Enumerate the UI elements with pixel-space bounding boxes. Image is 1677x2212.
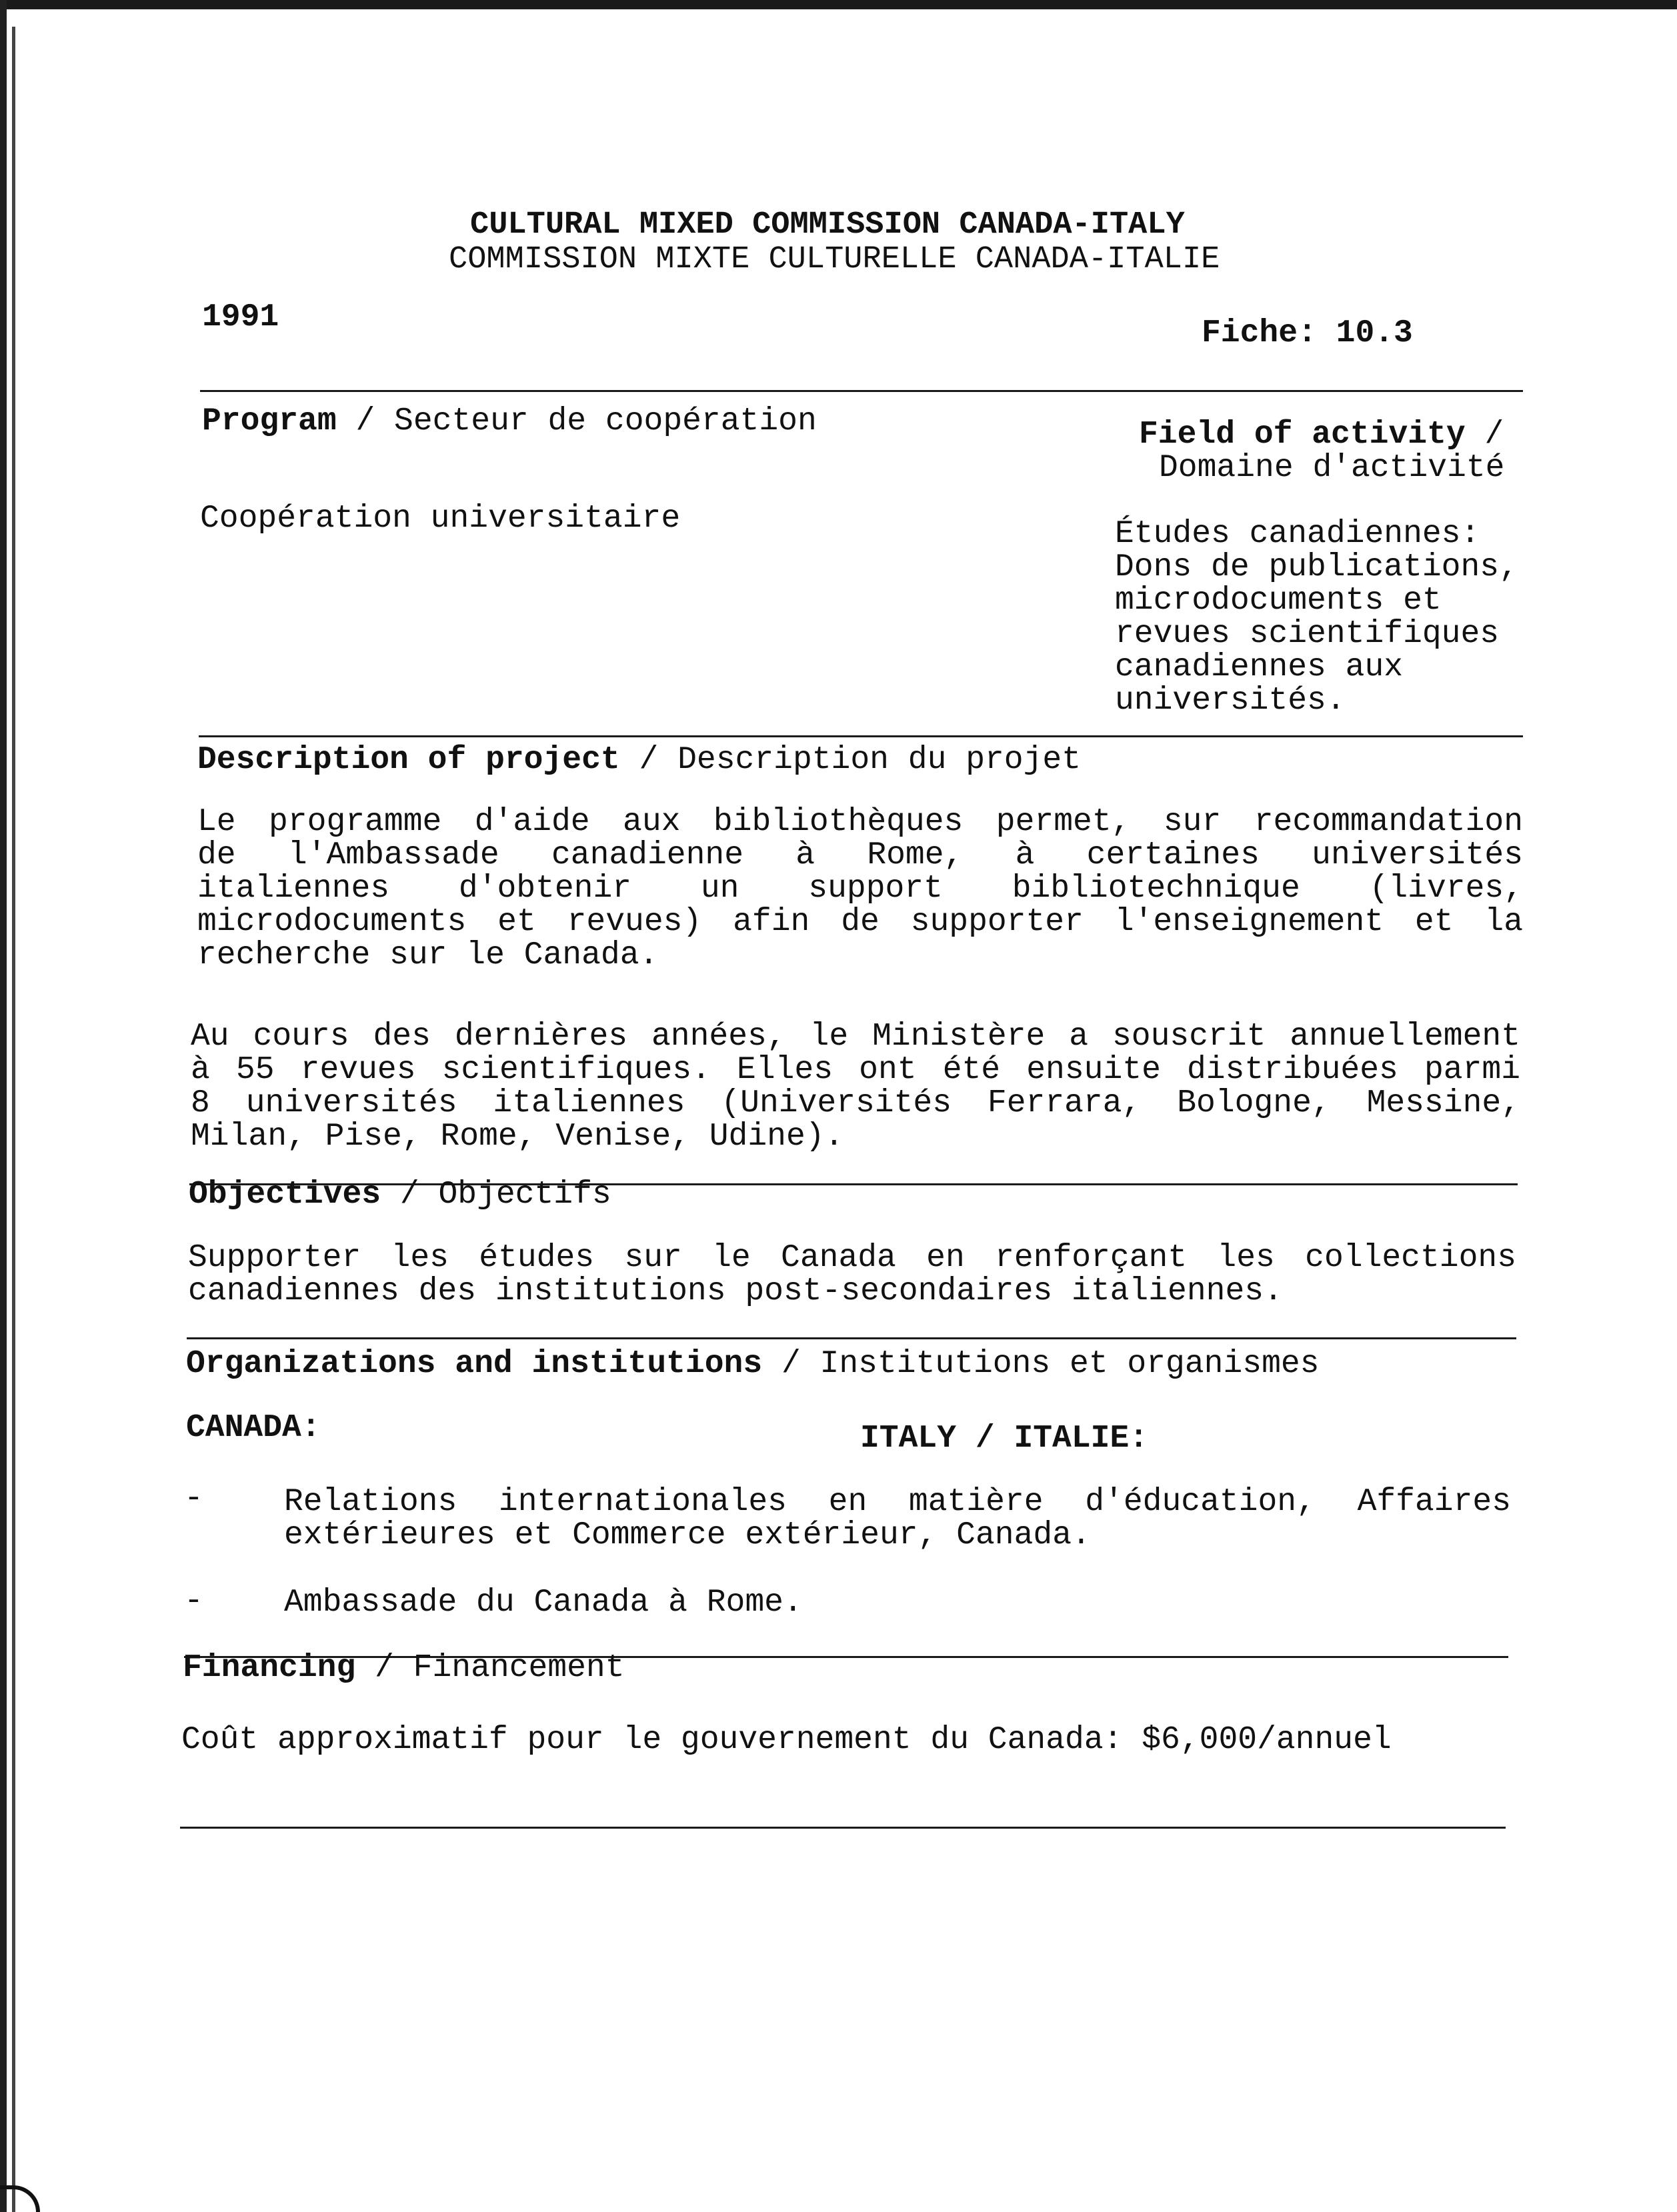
- description-paragraph-2: [191, 1020, 1520, 1153]
- field-label-slash: /: [1465, 417, 1504, 453]
- paragraph-line: italiennes d'obtenir un support bibliotechnique (livres,: [197, 871, 1523, 907]
- title-english: CULTURAL MIXED COMMISSION CANADA-ITALY: [470, 207, 1185, 243]
- organizations-heading: [186, 1347, 1319, 1381]
- rule-bottom: [180, 1827, 1506, 1829]
- financing-value: Coût approximatif pour le gouvernement du Canada: $6,000/annuel: [181, 1722, 1392, 1758]
- field-value: [1115, 517, 1518, 717]
- objectives-heading: [189, 1177, 611, 1212]
- paragraph-line: extérieures et Commerce extérieur, Canada.: [284, 1517, 1091, 1553]
- paragraph-line: à 55 revues scientifiques. Elles ont été ensuite distribuées parmi: [191, 1052, 1520, 1088]
- paragraph-line: microdocuments et revues) afin de supporter l'enseignement et la: [197, 904, 1523, 940]
- organization-item-1: [284, 1485, 1511, 1552]
- field-value-line: canadiennes aux: [1115, 649, 1404, 685]
- canada-label: CANADA:: [186, 1410, 321, 1446]
- bullet-dash: -: [184, 1481, 203, 1517]
- italy-label: ITALY / ITALIE:: [860, 1421, 1149, 1457]
- fiche-number: Fiche: 10.3: [1202, 315, 1413, 351]
- rule-organizations: [187, 1337, 1516, 1339]
- program-heading: [202, 404, 817, 439]
- paragraph-line: 8 universités italiennes (Universités Ferrara, Bologne, Messine,: [191, 1085, 1520, 1121]
- description-heading: [197, 743, 1081, 777]
- financing-label-fr: / Financement: [355, 1650, 625, 1686]
- program-value: Coopération universitaire: [200, 501, 681, 537]
- field-value-line: universités.: [1115, 683, 1346, 719]
- financing-label: Financing: [183, 1650, 356, 1686]
- objectives-text: [188, 1241, 1516, 1308]
- paragraph-line: de l'Ambassade canadienne à Rome, à certaines universités: [197, 837, 1523, 873]
- paragraph-line: canadiennes des institutions post-secondaires italiennes.: [188, 1273, 1283, 1309]
- organization-item-2: Ambassade du Canada à Rome.: [284, 1585, 803, 1621]
- year: 1991: [202, 299, 279, 335]
- description-paragraph-1: [197, 805, 1523, 972]
- objectives-label: Objectives: [189, 1177, 381, 1213]
- description-label: Description of project: [197, 742, 620, 778]
- scan-corner-mark: [0, 2185, 40, 2212]
- rule-description: [199, 735, 1523, 737]
- paragraph-line: Le programme d'aide aux bibliothèques permet, sur recommandation: [197, 804, 1523, 840]
- scan-top-edge: [0, 0, 1677, 9]
- paragraph-line: Milan, Pise, Rome, Venise, Udine).: [191, 1119, 844, 1155]
- program-label-fr: / Secteur de coopération: [336, 403, 817, 439]
- field-label-fr: Domaine d'activité: [1159, 450, 1505, 486]
- financing-heading: [183, 1651, 625, 1685]
- field-value-line: revues scientifiques: [1115, 616, 1500, 652]
- scan-left-shadow: [12, 27, 15, 2212]
- title-french: COMMISSION MIXTE CULTURELLE CANADA-ITALIE: [449, 242, 1220, 277]
- bullet-dash: -: [184, 1583, 203, 1619]
- rule-program: [200, 390, 1523, 392]
- paragraph-line: Supporter les études sur le Canada en renforçant les collections: [188, 1240, 1516, 1276]
- organizations-label-fr: / Institutions et organismes: [762, 1346, 1320, 1382]
- field-value-line: Études canadiennes:: [1115, 516, 1480, 552]
- scan-left-edge: [0, 0, 7, 2212]
- organizations-label: Organizations and institutions: [186, 1346, 763, 1382]
- paragraph-line: Relations internationales en matière d'éducation, Affaires: [284, 1484, 1511, 1520]
- program-label: Program: [202, 403, 337, 439]
- field-label: Field of activity: [1139, 417, 1466, 453]
- paragraph-line: recherche sur le Canada.: [197, 937, 659, 973]
- description-label-fr: / Description du projet: [619, 742, 1082, 778]
- field-value-line: Dons de publications,: [1115, 549, 1518, 585]
- paragraph-line: Au cours des dernières années, le Ministère a souscrit annuellement: [191, 1019, 1520, 1055]
- field-heading: [1139, 417, 1504, 452]
- field-value-line: microdocuments et: [1115, 583, 1442, 619]
- objectives-label-fr: / Objectifs: [381, 1177, 611, 1213]
